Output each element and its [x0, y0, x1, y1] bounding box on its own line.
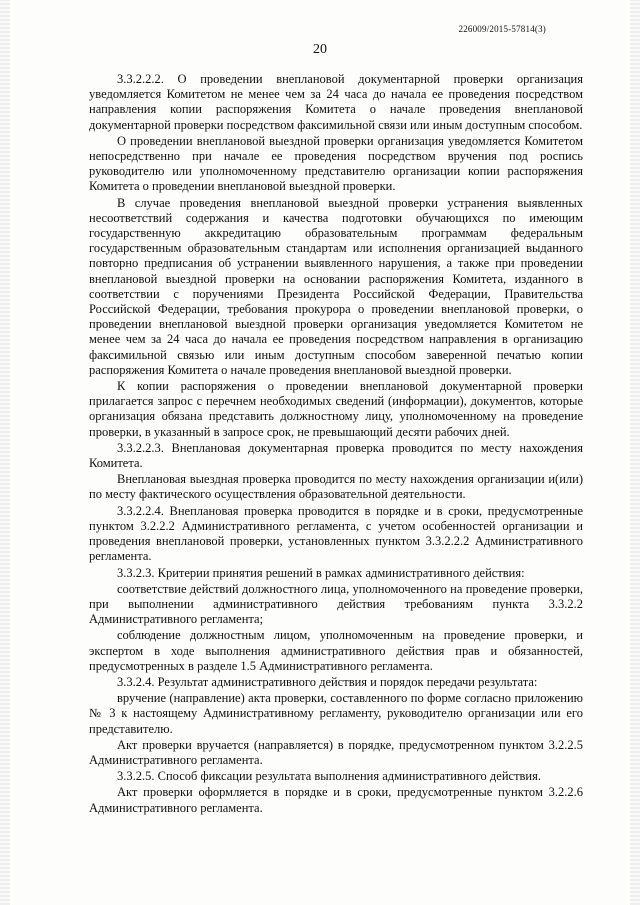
paragraph: 3.3.2.5. Способ фиксации результата выполнения административного действия. — [117, 769, 541, 784]
paragraph: соответствие действий должностного лица, уполномоченного на проведение проверки, при выполнении административного действия требованиям пункта 3.3.2.2 Административного регламента; — [89, 581, 583, 627]
paragraph: соблюдение должностным лицом, уполномоченным на проведение проверки, и экспертом в ходе выполнения административного действия прав и обязанностей, предусмотренных в разделе 1.5 Административного регламента. — [89, 628, 583, 673]
paragraph: 3.3.2.2.3. Внеплановая документарная проверка проводится по месту нахождения Комитета. — [89, 440, 583, 471]
paragraph: Акт проверки вручается (направляется) в порядке, предусмотренном пунктом 3.2.2.5 Административного регламента. — [89, 737, 583, 767]
paragraph: вручение (направление) акта проверки, составленного по форме согласно приложению № 3 к настоящему Административному регламенту, руководителю организации или его представителю. — [89, 691, 583, 736]
document-id: 226009/2015-57814(3) — [458, 24, 546, 34]
paragraph: К копии распоряжения о проведении внеплановой документарной проверки прилагается запрос с перечнем необходимых сведений (информации), документов, которые организация обязана представить должностному лицу, уполномоченному на проведение проверки, в указанный в запросе срок, не превышающий десяти рабочих дней. — [89, 379, 583, 439]
paragraph: Акт проверки оформляется в порядке и в сроки, предусмотренные пунктом 3.2.2.6 Административного регламента. — [89, 785, 583, 815]
paragraph: О проведении внеплановой выездной проверки организация уведомляется Комитетом непосредственно при начале ее проведения посредством вручения под роспись руководителю или уполномоченному представителю организации копии распоряжения Комитета о проведении внеплановой выездной проверки. — [89, 133, 583, 194]
paragraph: 3.3.2.4. Результат административного действия и порядок передачи результата: — [117, 674, 538, 689]
paragraph: 3.3.2.3. Критерии принятия решений в рамках административного действия: — [117, 565, 525, 580]
scan-edge-right — [630, 0, 640, 905]
document-body — [89, 72, 583, 816]
scan-edge-left — [0, 0, 10, 905]
page-number: 20 — [313, 42, 327, 57]
paragraph: 3.3.2.2.4. Внеплановая проверка проводится в порядке и в сроки, предусмотренные пунктом 3.2.2.2 Административного регламента, с учетом особенностей организации и проведения внеплановой проверки, установленных пунктом 3.3.2.2.2 Административного регламента. — [89, 503, 583, 564]
paragraph: В случае проведения внеплановой выездной проверки устранения выявленных несоответствий содержания и качества подготовки обучающихся по имеющим государственную аккредитацию образовательным программам федеральным государственным образовательным стандартам или исполнения организацией выданного повторно предписания об устранении выявленного нарушения, а также при проведении внеплановой выездной проверки на основании распоряжения Комитета, изданного в соответствии с поручениями Президента Российской Федерации, Правительства Российской Федерации, требования прокурора о проведении внеплановой проверки, о проведении внеплановой выездной проверки организация уведомляется Комитетом не менее чем за 24 часа до начала ее проведения посредством направления в организацию факсимильной связью или иным доступным способом заверенной печатью копии распоряжения Комитета о начале проведения внеплановой выездной проверки. — [89, 195, 583, 377]
paragraph: Внеплановая выездная проверка проводится по месту нахождения организации и(или) по месту фактического осуществления образовательной деятельности. — [89, 472, 583, 502]
paragraph: 3.3.2.2.2. О проведении внеплановой документарной проверки организация уведомляется Комитетом не менее чем за 24 часа до начала ее проведения посредством направления копии распоряжения Комитета о начале проведения внеплановой документарной проверки посредством факсимильной связи или иным доступным способом. — [89, 72, 583, 132]
